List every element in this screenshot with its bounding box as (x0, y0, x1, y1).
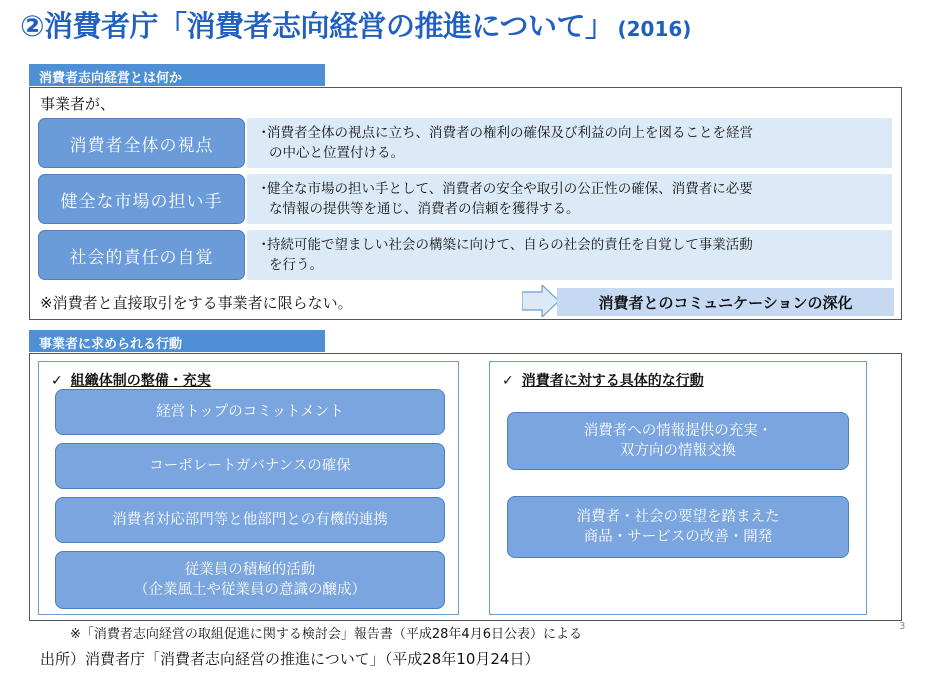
role-desc-line: 消費者全体の視点に立ち、消費者の権利の確保及び利益の向上を図ることを経営 (267, 125, 753, 141)
checkmark-icon: ✓ (502, 373, 514, 389)
communication-box: 消費者とのコミュニケーションの深化 (557, 288, 894, 316)
role-desc-line: の中心と位置付ける。 (269, 145, 404, 161)
panel-organization-heading (51, 370, 211, 390)
panel-organization (38, 361, 459, 615)
role-desc-consumer-perspective (247, 118, 892, 168)
action-corporate-governance (55, 443, 445, 489)
section-label-required-actions: 事業者に求められる行動 (29, 330, 325, 352)
action-department-coordination (55, 497, 445, 543)
slide-title-main: ②消費者庁「消費者志向経営の推進について」 (20, 9, 614, 43)
panel-consumer-actions (489, 361, 867, 615)
checkmark-icon: ✓ (51, 373, 63, 389)
section-label-what-is: 消費者志向経営とは何か (29, 64, 325, 86)
bullet: ・ (257, 237, 271, 253)
note-not-limited: ※消費者と直接取引をする事業者に限らない。 (40, 294, 353, 312)
action-top-commitment (55, 389, 445, 435)
action-line: 商品・サービスの改善・開発 (583, 529, 773, 545)
action-line: 経営トップのコミットメント (156, 404, 344, 420)
role-desc-line: 持続可能で望ましい社会の構築に向けて、自らの社会的責任を自覚して事業活動 (267, 237, 753, 253)
role-desc-line: を行う。 (269, 257, 323, 273)
action-information-provision (507, 412, 849, 470)
source-citation: 出所）消費者庁「消費者志向経営の推進について」（平成28年10月24日） (40, 650, 540, 668)
panel-heading-text: 消費者に対する具体的な行動 (521, 373, 704, 389)
role-healthy-market: 健全な市場の担い手 (38, 174, 245, 224)
page-number: 3 (899, 621, 906, 632)
role-consumer-perspective: 消費者全体の視点 (38, 118, 245, 168)
action-employee-activities (55, 551, 445, 609)
action-line: コーポレートガバナンスの確保 (149, 458, 351, 474)
role-desc-line: な情報の提供等を通じ、消費者の信頼を獲得する。 (269, 201, 580, 217)
role-desc-social-responsibility (247, 230, 892, 280)
section-required-actions-box (29, 353, 902, 621)
arrow-right-icon (522, 285, 560, 317)
footnote: ※「消費者志向経営の取組促進に関する検討会」報告書（平成28年4月6日公表）による (70, 627, 582, 642)
slide-title-year: (2016) (617, 17, 692, 41)
role-desc-healthy-market (247, 174, 892, 224)
action-line: （企業風土や従業員の意識の醸成） (134, 582, 366, 598)
slide-title (20, 4, 691, 54)
action-line: 消費者・社会の要望を踏まえた (576, 509, 780, 525)
bullet: ・ (257, 125, 271, 141)
section-what-is-box (29, 87, 902, 320)
action-line: 双方向の情報交換 (620, 443, 736, 459)
action-line: 従業員の積極的活動 (184, 562, 316, 578)
role-social-responsibility: 社会的責任の自覚 (38, 230, 245, 280)
panel-heading-text: 組織体制の整備・充実 (70, 373, 211, 389)
bullet: ・ (257, 181, 271, 197)
action-line: 消費者対応部門等と他部門との有機的連携 (112, 512, 388, 528)
business-intro: 事業者が、 (40, 95, 116, 113)
role-desc-line: 健全な市場の担い手として、消費者の安全や取引の公正性の確保、消費者に必要 (267, 181, 753, 197)
action-line: 消費者への情報提供の充実・ (583, 423, 773, 439)
panel-consumer-actions-heading (502, 370, 704, 390)
action-product-improvement (507, 496, 849, 558)
